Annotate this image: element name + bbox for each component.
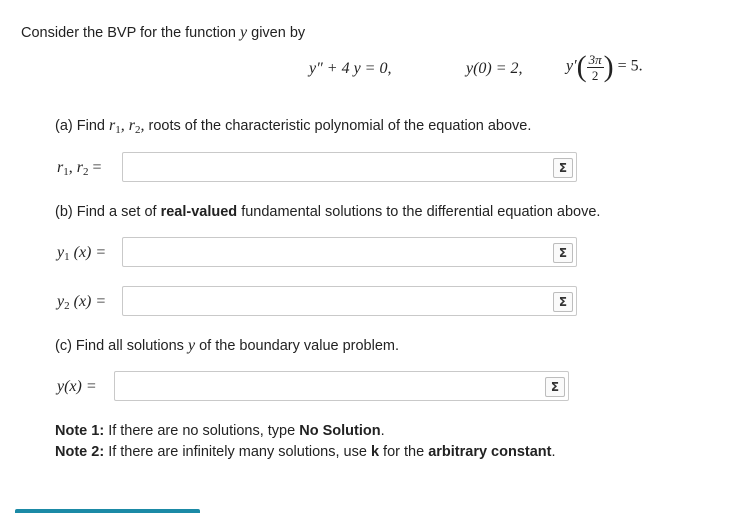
y-solution-input[interactable] (115, 372, 527, 400)
cond1-text: y(0) = 2, (466, 60, 523, 77)
part-c-after: of the boundary value problem. (199, 338, 400, 354)
r2-subscript: 2 (135, 124, 141, 136)
y2-arg: (x) = (73, 293, 107, 310)
answer-box-y1 (122, 237, 577, 267)
note-2-k: k (370, 444, 380, 460)
submit-bar-top-edge[interactable] (15, 509, 200, 513)
boundary-condition-1 (466, 60, 523, 78)
fraction-3pi-over-2 (587, 53, 604, 82)
y1-arg: (x) = (73, 244, 107, 261)
intro-var-y: y (239, 24, 248, 41)
equation-editor-icon[interactable]: Σ (545, 377, 565, 397)
note-2-end: . (551, 444, 556, 460)
y1-label (57, 244, 106, 263)
note-2-text: If there are infinitely many solutions, use (108, 444, 367, 460)
note-2-label: Note 2: (55, 444, 105, 460)
part-b-after: fundamental solutions to the differential equation above. (241, 204, 601, 220)
part-c-before: (c) Find all solutions (55, 338, 184, 354)
note-2-bold: arbitrary constant (428, 444, 552, 460)
y1-subscript: 1 (64, 251, 70, 263)
part-a-question (55, 117, 531, 136)
left-paren: ( (576, 50, 587, 83)
cond2-rhs: = 5. (617, 57, 643, 75)
r1-letter: r (109, 117, 116, 134)
boundary-condition-2 (566, 50, 643, 84)
part-a-before: (a) Find (55, 118, 105, 134)
ode-equation: y″ + 4 y = 0, (309, 60, 392, 77)
intro-text-before: Consider the BVP for the function (21, 25, 236, 41)
y2-letter: y (57, 293, 65, 310)
r2-label-sub: 2 (82, 166, 89, 178)
part-b-question (55, 204, 600, 220)
r2-inline: $r_2$, (128, 117, 145, 136)
fraction-numerator: 3π (588, 51, 602, 67)
r1-label-sub: 1 (63, 166, 69, 178)
intro-text-after: given by (251, 25, 306, 41)
equation-editor-icon[interactable]: Σ (553, 243, 573, 263)
right-paren: ) (603, 50, 614, 83)
y2-subscript: 2 (64, 300, 70, 312)
note-1-bold: No Solution (299, 423, 381, 439)
y-solution-label: y(x) = (57, 378, 97, 395)
r2-letter: r (128, 117, 135, 134)
problem-intro (21, 24, 305, 42)
part-c-var: y (187, 337, 196, 354)
part-c-question (55, 337, 399, 355)
equation-editor-icon[interactable]: Σ (553, 292, 573, 312)
y2-input[interactable] (123, 287, 535, 315)
part-b-bold: real-valued (160, 204, 238, 220)
r1-label-letter: r (57, 159, 64, 176)
r1-r2-input[interactable] (123, 153, 535, 181)
y1-input[interactable] (123, 238, 535, 266)
cond2-yprime: y′ (566, 57, 577, 75)
note-2 (55, 444, 556, 460)
note-1-label: Note 1: (55, 423, 105, 439)
note-1 (55, 423, 385, 439)
fraction-denominator: 2 (591, 67, 599, 83)
y1-letter: y (57, 244, 65, 261)
y2-label (57, 293, 106, 312)
r1-r2-label: $r_1$, $r_2$ = (57, 159, 102, 178)
r2-label-letter: r (76, 159, 83, 176)
r1-subscript: 1 (115, 124, 121, 136)
note-1-text: If there are no solutions, type (108, 423, 296, 439)
note-1-end: . (380, 423, 385, 439)
answer-box-r1-r2 (122, 152, 577, 182)
bvp-equation (309, 60, 391, 78)
r1-inline: $r_1$, (109, 117, 125, 136)
answer-box-y2 (122, 286, 577, 316)
equation-editor-icon[interactable]: Σ (553, 158, 573, 178)
part-b-before: (b) Find a set of (55, 204, 157, 220)
note-2-mid: for the (383, 444, 425, 460)
part-a-after: roots of the characteristic polynomial of the equation above. (148, 118, 532, 134)
answer-box-y (114, 371, 569, 401)
